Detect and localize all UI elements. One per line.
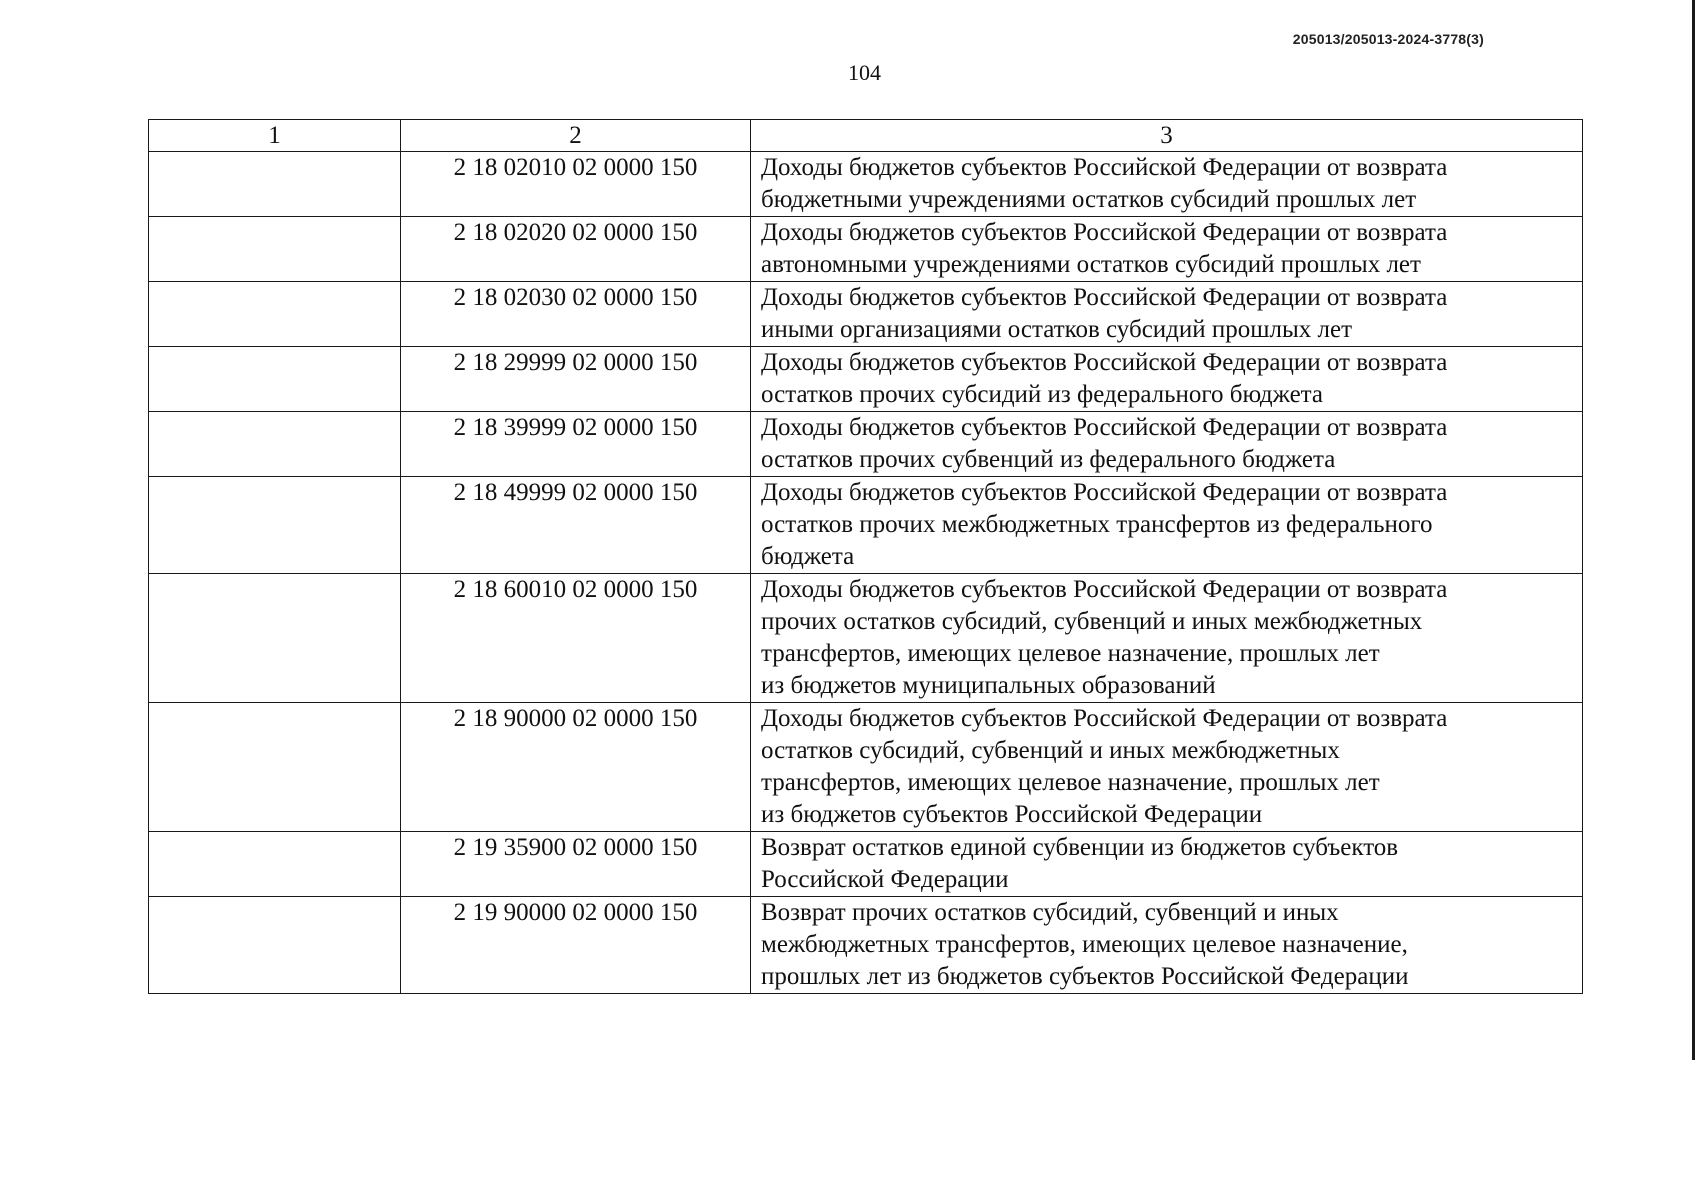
column-1-cell [149,347,401,412]
table-row [149,347,1583,412]
description-line: Доходы бюджетов субъектов Российской Федерации от возврата [761,414,1448,441]
budget-code-cell: 2 18 49999 02 0000 150 [401,477,751,574]
scan-edge-line [1692,0,1695,1060]
column-1-cell [149,152,401,217]
income-description-cell [751,832,1583,897]
table-header [149,120,1583,152]
income-description-cell [751,152,1583,217]
description-line: трансфертов, имеющих целевое назначение, прошлых лет [761,640,1380,667]
description-line: бюджетными учреждениями остатков субсидий прошлых лет [761,186,1417,213]
table-row [149,832,1583,897]
column-1-cell [149,897,401,994]
description-line: Возврат прочих остатков субсидий, субвенций и иных [761,899,1339,926]
column-1-cell [149,477,401,574]
income-description-cell [751,477,1583,574]
income-description-cell [751,574,1583,703]
description-line: Доходы бюджетов субъектов Российской Федерации от возврата [761,284,1448,311]
table-row [149,217,1583,282]
description-line: бюджета [761,543,855,570]
description-line: из бюджетов субъектов Российской Федерации [761,801,1263,828]
table-row [149,897,1583,994]
income-description-cell [751,703,1583,832]
description-line: остатков прочих межбюджетных трансфертов из федерального [761,511,1433,538]
table-row [149,574,1583,703]
description-line: Доходы бюджетов субъектов Российской Федерации от возврата [761,349,1448,376]
table-header-row [149,120,1583,152]
description-line: остатков прочих субсидий из федерального бюджета [761,381,1323,408]
description-line: иными организациями остатков субсидий прошлых лет [761,316,1353,343]
description-line: прочих остатков субсидий, субвенций и иных межбюджетных [761,608,1423,635]
column-1-cell [149,703,401,832]
budget-code-cell: 2 18 02010 02 0000 150 [401,152,751,217]
column-header-3: 3 [751,120,1583,152]
table-row [149,477,1583,574]
description-line: Доходы бюджетов субъектов Российской Федерации от возврата [761,705,1448,732]
budget-code-cell: 2 18 90000 02 0000 150 [401,703,751,832]
budget-code-cell: 2 19 35900 02 0000 150 [401,832,751,897]
description-line: из бюджетов муниципальных образований [761,672,1216,699]
description-line: трансфертов, имеющих целевое назначение, прошлых лет [761,769,1380,796]
budget-code-cell: 2 19 90000 02 0000 150 [401,897,751,994]
description-line: Доходы бюджетов субъектов Российской Федерации от возврата [761,479,1448,506]
income-description-cell [751,412,1583,477]
description-line: Возврат остатков единой субвенции из бюджетов субъектов [761,834,1399,861]
table-body [149,152,1583,994]
description-line: автономными учреждениями остатков субсидий прошлых лет [761,251,1421,278]
column-1-cell [149,574,401,703]
description-line: межбюджетных трансфертов, имеющих целевое назначение, [761,931,1408,958]
description-line: остатков субсидий, субвенций и иных межбюджетных [761,737,1340,764]
budget-code-cell: 2 18 60010 02 0000 150 [401,574,751,703]
table-row [149,703,1583,832]
description-line: остатков прочих субвенций из федерального бюджета [761,446,1336,473]
description-line: Доходы бюджетов субъектов Российской Федерации от возврата [761,154,1448,181]
column-header-2: 2 [401,120,751,152]
description-line: Доходы бюджетов субъектов Российской Федерации от возврата [761,219,1448,246]
budget-code-cell: 2 18 02020 02 0000 150 [401,217,751,282]
column-1-cell [149,282,401,347]
table-row [149,412,1583,477]
income-description-cell [751,347,1583,412]
budget-code-cell: 2 18 39999 02 0000 150 [401,412,751,477]
column-header-1: 1 [149,120,401,152]
income-description-cell [751,897,1583,994]
description-line: прошлых лет из бюджетов субъектов Российской Федерации [761,963,1409,990]
column-1-cell [149,832,401,897]
budget-codes-table [148,119,1583,994]
description-line: Доходы бюджетов субъектов Российской Федерации от возврата [761,576,1448,603]
column-1-cell [149,217,401,282]
income-description-cell [751,282,1583,347]
page-number: 104 [848,60,881,85]
table-row [149,282,1583,347]
budget-code-cell: 2 18 02030 02 0000 150 [401,282,751,347]
column-1-cell [149,412,401,477]
table-row [149,152,1583,217]
description-line: Российской Федерации [761,866,1009,893]
budget-code-cell: 2 18 29999 02 0000 150 [401,347,751,412]
income-description-cell [751,217,1583,282]
document-registration-number: 205013/205013-2024-3778(3) [1292,31,1484,47]
